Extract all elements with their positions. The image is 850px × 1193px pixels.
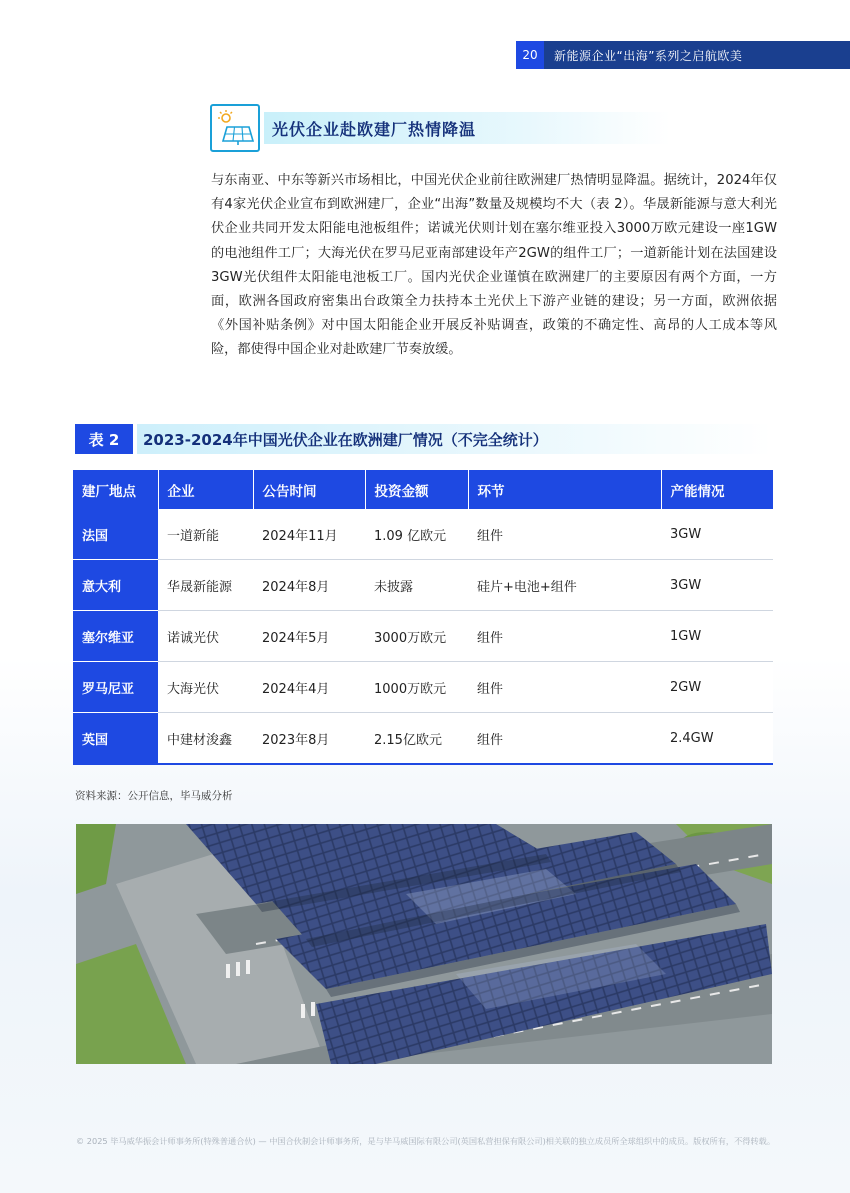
section-title-band: [264, 112, 670, 144]
factory-table: [73, 470, 773, 765]
solar-panel-icon: [210, 104, 260, 152]
date-cell: 2024年8月: [253, 560, 365, 611]
company-cell: 大海光伏: [158, 662, 253, 713]
capacity-cell: 1GW: [661, 611, 773, 662]
location-cell: 意大利: [73, 560, 158, 611]
investment-cell: 3000万欧元: [365, 611, 468, 662]
segment-cell: 组件: [468, 509, 661, 560]
table-row: [73, 713, 773, 765]
company-cell: 华晟新能源: [158, 560, 253, 611]
date-cell: 2024年11月: [253, 509, 365, 560]
company-cell: 中建材浚鑫: [158, 713, 253, 765]
company-cell: 诺诚光伏: [158, 611, 253, 662]
segment-cell: 组件: [468, 662, 661, 713]
capacity-cell: 3GW: [661, 560, 773, 611]
table-header-row: [73, 470, 773, 509]
column-header: 环节: [468, 470, 661, 509]
column-header: 建厂地点: [73, 470, 158, 509]
table-row: [73, 662, 773, 713]
body-paragraph: 与东南亚、中东等新兴市场相比，中国光伏企业前往欧洲建厂热情明显降温。据统计，2024年仅有4家光伏企业宣布到欧洲建厂，企业“出海”数量及规模均不大（表 2）。华晟新能源与意大利光伏企业共同开发太阳能电池板组件；诺诚光伏则计划在塞尔维亚投入3000万欧元建设一座1GW的电池组件工厂；大海光伏在罗马尼亚南部建设年产2GW的组件工厂；一道新能计划在法国建设3GW光伏组件太阳能电池板工厂。国内光伏企业谨慎在欧洲建厂的主要原因有两个方面，一方面，欧洲各国政府密集出台政策全力扶持本土光伏上下游产业链的建设；另一方面，欧洲依据《外国补贴条例》对中国太阳能企业开展反补贴调查，政策的不确定性、高昂的人工成本等风险，都使得中国企业对赴欧建厂节奏放缓。: [211, 173, 777, 358]
page-header: [516, 41, 850, 69]
table-row: [73, 560, 773, 611]
column-header: 公告时间: [253, 470, 365, 509]
table-caption: [75, 424, 772, 454]
copyright-footer: © 2025 毕马威华振会计师事务所(特殊普通合伙) — 中国合伙制会计师事务所，是与毕马威国际有限公司(英国私营担保有限公司)相关联的独立成员所全球组织中的成员。版权所有，不得转载。: [76, 1136, 776, 1146]
location-cell: 罗马尼亚: [73, 662, 158, 713]
page-number: 20: [516, 41, 544, 69]
table-row: [73, 611, 773, 662]
header-title: 新能源企业“出海”系列之启航欧美: [554, 48, 743, 63]
date-cell: 2024年5月: [253, 611, 365, 662]
column-header: 企业: [158, 470, 253, 509]
table-title-band: [137, 424, 772, 454]
investment-cell: 未披露: [365, 560, 468, 611]
company-cell: 一道新能: [158, 509, 253, 560]
date-cell: 2023年8月: [253, 713, 365, 765]
section-title: 光伏企业赴欧建厂热情降温: [272, 119, 477, 139]
segment-cell: 硅片+电池+组件: [468, 560, 661, 611]
capacity-cell: 3GW: [661, 509, 773, 560]
location-cell: 法国: [73, 509, 158, 560]
investment-cell: 1.09 亿欧元: [365, 509, 468, 560]
solar-carport-photo: [76, 824, 772, 1064]
investment-cell: 1000万欧元: [365, 662, 468, 713]
capacity-cell: 2.4GW: [661, 713, 773, 765]
table-label: 表 2: [75, 424, 133, 454]
segment-cell: 组件: [468, 611, 661, 662]
column-header: 产能情况: [661, 470, 773, 509]
table-title: 2023-2024年中国光伏企业在欧洲建厂情况（不完全统计）: [143, 430, 548, 449]
date-cell: 2024年4月: [253, 662, 365, 713]
section-heading: [210, 104, 670, 152]
investment-cell: 2.15亿欧元: [365, 713, 468, 765]
location-cell: 英国: [73, 713, 158, 765]
segment-cell: 组件: [468, 713, 661, 765]
location-cell: 塞尔维亚: [73, 611, 158, 662]
column-header: 投资金额: [365, 470, 468, 509]
capacity-cell: 2GW: [661, 662, 773, 713]
table-row: [73, 509, 773, 560]
table-source: 资料来源：公开信息，毕马威分析: [75, 790, 233, 802]
